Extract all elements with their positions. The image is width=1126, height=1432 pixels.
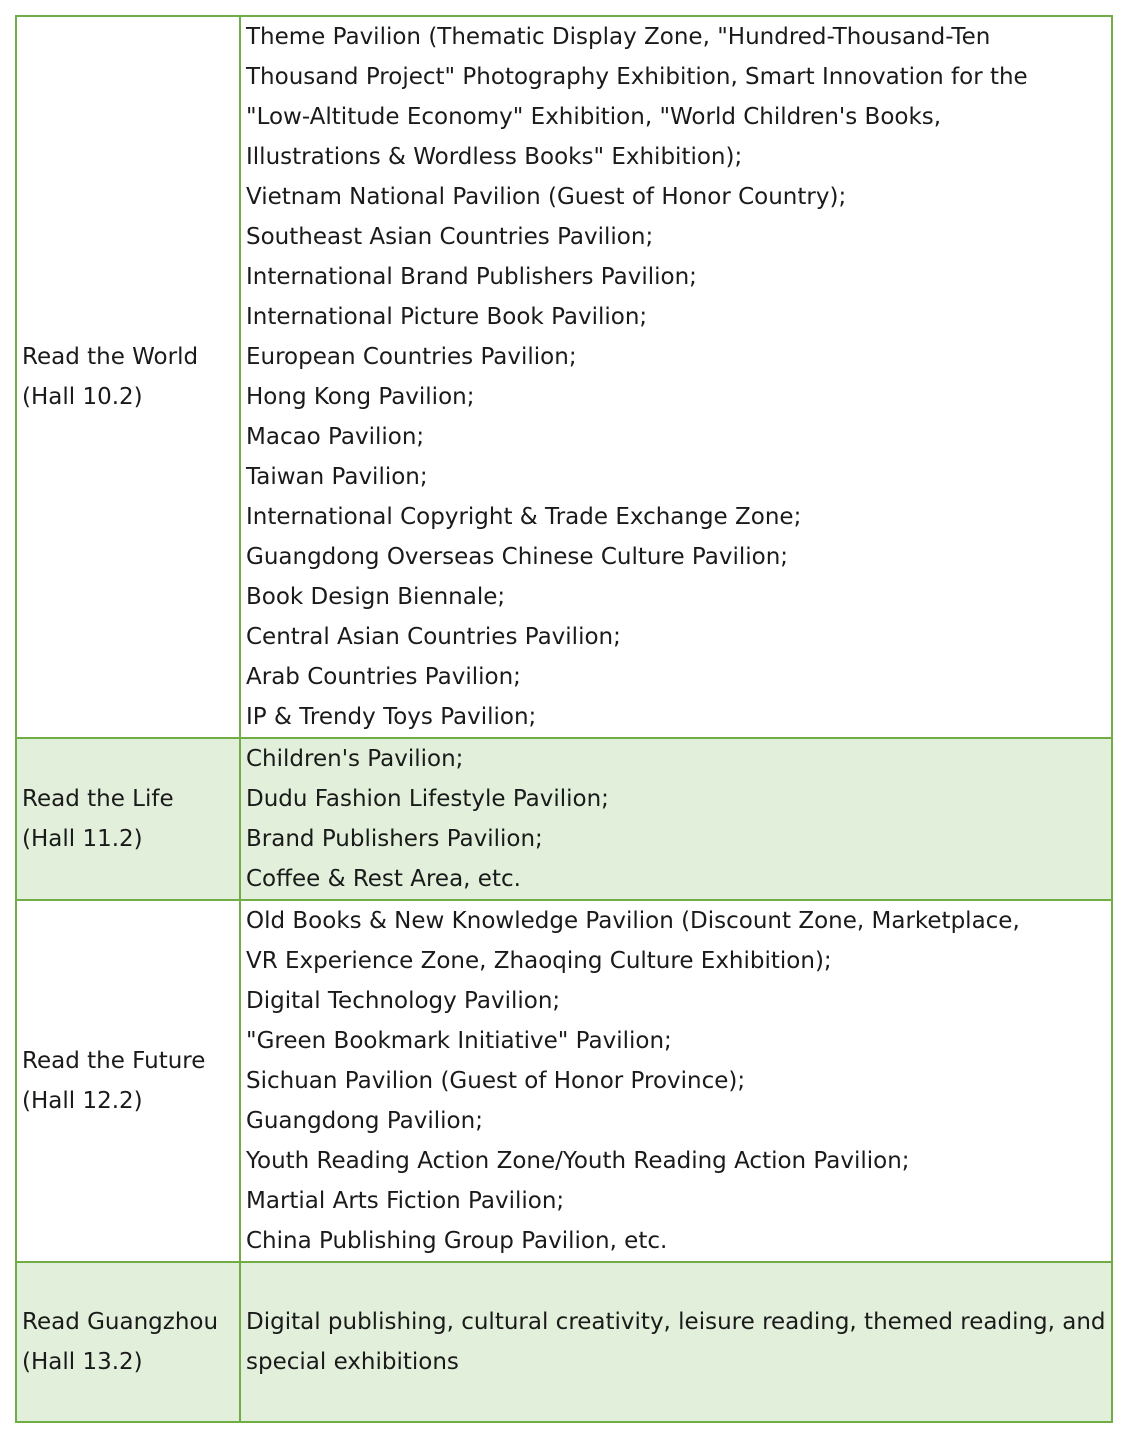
hall-description: Digital publishing, cultural creativity, leisure reading, themed reading, and special exhibitions bbox=[246, 1309, 1106, 1375]
hall-name: Read Guangzhou bbox=[22, 1309, 219, 1335]
pavilion-item: Guangdong Pavilion; bbox=[246, 1108, 483, 1134]
pavilion-item: Brand Publishers Pavilion; bbox=[246, 826, 543, 852]
pavilion-item: Arab Countries Pavilion; bbox=[246, 664, 521, 690]
pavilion-item: European Countries Pavilion; bbox=[246, 344, 577, 370]
pavilion-item: Vietnam National Pavilion (Guest of Honor Country); bbox=[246, 184, 847, 210]
pavilion-item: International Copyright & Trade Exchange Zone; bbox=[246, 504, 802, 530]
pavilion-item: Martial Arts Fiction Pavilion; bbox=[246, 1188, 565, 1214]
pavilion-list-cell bbox=[240, 16, 1112, 738]
pavilion-item: Taiwan Pavilion; bbox=[246, 464, 428, 490]
hall-row-read-the-life bbox=[16, 738, 1112, 900]
hall-number: (Hall 11.2) bbox=[22, 826, 143, 852]
pavilion-item: "Low-Altitude Economy" Exhibition, "World Children's Books, bbox=[246, 104, 942, 130]
pavilion-item: Children's Pavilion; bbox=[246, 746, 464, 772]
pavilion-item: Macao Pavilion; bbox=[246, 424, 425, 450]
pavilion-item: Central Asian Countries Pavilion; bbox=[246, 624, 621, 650]
hall-name-cell bbox=[16, 1262, 240, 1422]
pavilion-item: Digital Technology Pavilion; bbox=[246, 988, 561, 1014]
hall-name: Read the Life bbox=[22, 786, 174, 812]
hall-table bbox=[15, 15, 1113, 1423]
pavilion-item: Southeast Asian Countries Pavilion; bbox=[246, 224, 654, 250]
hall-name: Read the Future bbox=[22, 1048, 206, 1074]
hall-row-read-the-world bbox=[16, 16, 1112, 738]
hall-name-cell bbox=[16, 900, 240, 1262]
pavilion-item: Guangdong Overseas Chinese Culture Pavilion; bbox=[246, 544, 789, 570]
pavilion-item: Coffee & Rest Area, etc. bbox=[246, 866, 521, 892]
hall-name: Read the World bbox=[22, 344, 199, 370]
pavilion-item: VR Experience Zone, Zhaoqing Culture Exhibition); bbox=[246, 948, 832, 974]
hall-name-cell bbox=[16, 16, 240, 738]
hall-name-cell bbox=[16, 738, 240, 900]
hall-number: (Hall 12.2) bbox=[22, 1088, 143, 1114]
pavilion-item: IP & Trendy Toys Pavilion; bbox=[246, 704, 537, 730]
pavilion-item: "Green Bookmark Initiative" Pavilion; bbox=[246, 1028, 672, 1054]
pavilion-item: Dudu Fashion Lifestyle Pavilion; bbox=[246, 786, 609, 812]
pavilion-item: China Publishing Group Pavilion, etc. bbox=[246, 1228, 668, 1254]
hall-number: (Hall 13.2) bbox=[22, 1349, 143, 1375]
pavilion-item: Hong Kong Pavilion; bbox=[246, 384, 475, 410]
pavilion-item: Old Books & New Knowledge Pavilion (Discount Zone, Marketplace, bbox=[246, 908, 1020, 934]
pavilion-item: Sichuan Pavilion (Guest of Honor Province); bbox=[246, 1068, 746, 1094]
pavilion-list-cell bbox=[240, 900, 1112, 1262]
hall-number: (Hall 10.2) bbox=[22, 384, 143, 410]
pavilion-list-cell bbox=[240, 738, 1112, 900]
pavilion-item: Theme Pavilion (Thematic Display Zone, "Hundred-Thousand-Ten bbox=[246, 24, 991, 50]
hall-description-cell bbox=[240, 1262, 1112, 1422]
hall-row-read-guangzhou bbox=[16, 1262, 1112, 1422]
pavilion-item: Illustrations & Wordless Books" Exhibition); bbox=[246, 144, 743, 170]
hall-row-read-the-future bbox=[16, 900, 1112, 1262]
pavilion-item: International Brand Publishers Pavilion; bbox=[246, 264, 697, 290]
pavilion-item: Youth Reading Action Zone/Youth Reading Action Pavilion; bbox=[246, 1148, 910, 1174]
pavilion-item: Book Design Biennale; bbox=[246, 584, 506, 610]
pavilion-item: Thousand Project" Photography Exhibition, Smart Innovation for the bbox=[246, 64, 1028, 90]
pavilion-item: International Picture Book Pavilion; bbox=[246, 304, 648, 330]
hall-table-body bbox=[16, 16, 1112, 1422]
